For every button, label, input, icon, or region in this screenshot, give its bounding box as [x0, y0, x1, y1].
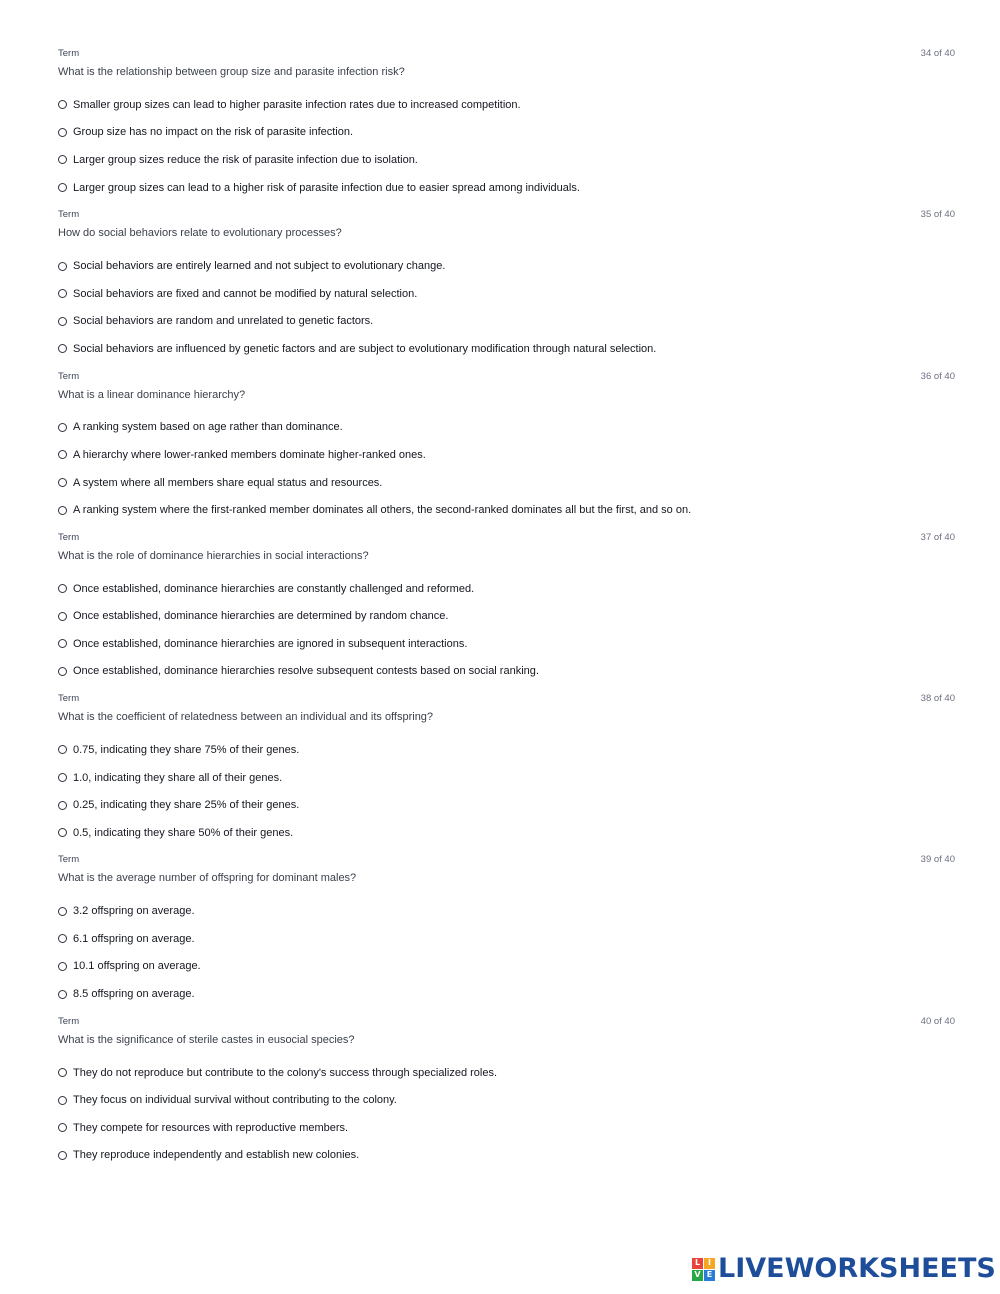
answer-option[interactable] — [58, 791, 299, 819]
answer-option-label: They compete for resources with reproductive members. — [73, 1121, 349, 1134]
term-label: Term — [58, 1015, 80, 1027]
radio-button[interactable] — [58, 506, 67, 515]
radio-button[interactable] — [58, 289, 67, 298]
answer-option-label: 6.1 offspring on average. — [73, 932, 195, 945]
radio-button[interactable] — [58, 317, 67, 326]
radio-button[interactable] — [58, 128, 67, 137]
radio-button[interactable] — [58, 828, 67, 837]
radio-button[interactable] — [58, 1068, 67, 1077]
question-counter: 39 of 40 — [920, 854, 955, 866]
answer-option[interactable] — [58, 819, 299, 847]
answer-option-label: A ranking system where the first-ranked member dominates all others, the second-ranked dominates all but the first, and so on. — [73, 504, 692, 517]
answer-option-label: 8.5 offspring on average. — [73, 988, 195, 1001]
answer-option-label: Once established, dominance hierarchies are ignored in subsequent interactions. — [73, 637, 468, 650]
radio-button[interactable] — [58, 1123, 67, 1132]
answer-option-label: Once established, dominance hierarchies are constantly challenged and reformed. — [73, 582, 475, 595]
answer-option-label: 0.25, indicating they share 25% of their genes. — [73, 799, 300, 812]
question-list — [0, 46, 1000, 1175]
question-block — [0, 852, 1000, 1013]
radio-button[interactable] — [58, 934, 67, 943]
term-label: Term — [58, 209, 80, 221]
answer-options — [58, 252, 656, 362]
question-header — [0, 530, 1000, 547]
answer-option[interactable] — [58, 630, 539, 658]
logo-letter-block: L — [692, 1258, 703, 1269]
answer-option[interactable] — [58, 335, 656, 363]
logo-mark — [692, 1258, 715, 1281]
question-header — [0, 691, 1000, 708]
answer-options — [58, 414, 691, 524]
radio-button[interactable] — [58, 584, 67, 593]
answer-option[interactable] — [58, 252, 656, 280]
answer-option-label: 3.2 offspring on average. — [73, 905, 195, 918]
logo-letter-block: E — [704, 1270, 715, 1281]
answer-options — [58, 91, 580, 201]
radio-button[interactable] — [58, 344, 67, 353]
answer-options — [58, 736, 299, 846]
question-text: What is the relationship between group size and parasite infection risk? — [58, 66, 405, 78]
radio-button[interactable] — [58, 801, 67, 810]
answer-option-label: A hierarchy where lower-ranked members dominate higher-ranked ones. — [73, 448, 426, 461]
answer-option-label: 1.0, indicating they share all of their genes. — [73, 771, 283, 784]
answer-option[interactable] — [58, 658, 539, 686]
logo-letter-block: I — [704, 1258, 715, 1269]
question-text: What is the significance of sterile castes in eusocial species? — [58, 1033, 355, 1046]
radio-button[interactable] — [58, 1096, 67, 1105]
liveworksheets-logo — [692, 1253, 996, 1284]
answer-option-label: Social behaviors are influenced by genetic factors and are subject to evolutionary modification through natural selection. — [73, 342, 657, 355]
answer-option[interactable] — [58, 280, 656, 308]
logo-letter-block: V — [692, 1270, 703, 1281]
answer-option[interactable] — [58, 575, 539, 603]
answer-options — [58, 1059, 497, 1169]
question-header — [0, 852, 1000, 869]
answer-option-label: Once established, dominance hierarchies resolve subsequent contests based on social ranking. — [73, 665, 539, 678]
answer-option[interactable] — [58, 1059, 497, 1087]
question-text: How do social behaviors relate to evolutionary processes? — [58, 227, 342, 240]
radio-button[interactable] — [58, 773, 67, 782]
radio-button[interactable] — [58, 745, 67, 754]
logo-wordmark: LIVEWORKSHEETS — [718, 1253, 996, 1284]
answer-option[interactable] — [58, 307, 656, 335]
answer-option[interactable] — [58, 764, 299, 792]
answer-option-label: Larger group sizes reduce the risk of parasite infection due to isolation. — [73, 153, 418, 166]
radio-button[interactable] — [58, 100, 67, 109]
question-block — [0, 207, 1000, 368]
answer-option-label: Larger group sizes can lead to a higher risk of parasite infection due to easier spread among individuals. — [73, 181, 580, 194]
radio-button[interactable] — [58, 907, 67, 916]
question-header — [0, 207, 1000, 224]
answer-option[interactable] — [58, 414, 691, 442]
answer-option-label: They focus on individual survival without contributing to the colony. — [73, 1094, 397, 1107]
question-text: What is the role of dominance hierarchies in social interactions? — [58, 549, 369, 562]
answer-option-label: A ranking system based on age rather than dominance. — [73, 421, 343, 434]
answer-option[interactable] — [58, 174, 580, 202]
answer-option[interactable] — [58, 1142, 497, 1170]
question-block — [0, 369, 1000, 530]
question-header — [0, 1014, 1000, 1031]
answer-option[interactable] — [58, 602, 539, 630]
answer-option[interactable] — [58, 91, 580, 119]
answer-option[interactable] — [58, 496, 691, 524]
radio-button[interactable] — [58, 450, 67, 459]
question-counter: 34 of 40 — [920, 48, 955, 59]
answer-option-label: Once established, dominance hierarchies are determined by random chance. — [73, 610, 449, 623]
radio-button[interactable] — [58, 478, 67, 487]
answer-option[interactable] — [58, 736, 299, 764]
question-counter: 35 of 40 — [920, 209, 955, 221]
question-text: What is the average number of offspring for dominant males? — [58, 872, 357, 885]
question-header — [0, 46, 1000, 63]
answer-option[interactable] — [58, 953, 201, 981]
answer-option[interactable] — [58, 441, 691, 469]
question-header — [0, 369, 1000, 386]
question-block — [0, 691, 1000, 852]
answer-option[interactable] — [58, 925, 201, 953]
term-label: Term — [58, 370, 80, 382]
answer-option-label: Group size has no impact on the risk of parasite infection. — [73, 126, 354, 139]
question-block — [0, 46, 1000, 207]
question-counter: 40 of 40 — [920, 1015, 955, 1027]
answer-option[interactable] — [58, 897, 201, 925]
radio-button[interactable] — [58, 962, 67, 971]
answer-option-label: They do not reproduce but contribute to the colony's success through specialized roles. — [73, 1066, 498, 1079]
question-block — [0, 1014, 1000, 1175]
term-label: Term — [58, 48, 80, 59]
term-label: Term — [58, 693, 80, 705]
answer-option[interactable] — [58, 146, 580, 174]
question-text: What is a linear dominance hierarchy? — [58, 388, 246, 401]
answer-options — [58, 897, 201, 1007]
answer-option[interactable] — [58, 1086, 497, 1114]
answer-option-label: 0.5, indicating they share 50% of their genes. — [73, 826, 294, 839]
answer-option-label: 0.75, indicating they share 75% of their genes. — [73, 743, 300, 756]
answer-option-label: A system where all members share equal status and resources. — [73, 476, 383, 489]
radio-button[interactable] — [58, 639, 67, 648]
answer-option-label: Social behaviors are fixed and cannot be modified by natural selection. — [73, 287, 418, 300]
radio-button[interactable] — [58, 423, 67, 432]
answer-option[interactable] — [58, 119, 580, 147]
term-label: Term — [58, 854, 80, 866]
answer-options — [58, 575, 539, 685]
answer-option-label: Social behaviors are entirely learned and not subject to evolutionary change. — [73, 260, 446, 273]
question-block — [0, 530, 1000, 691]
answer-option[interactable] — [58, 469, 691, 497]
radio-button[interactable] — [58, 183, 67, 192]
radio-button[interactable] — [58, 1151, 67, 1160]
radio-button[interactable] — [58, 612, 67, 621]
answer-option-label: 10.1 offspring on average. — [73, 960, 201, 973]
answer-option-label: They reproduce independently and establish new colonies. — [73, 1149, 360, 1162]
question-counter: 37 of 40 — [920, 531, 955, 543]
answer-option-label: Smaller group sizes can lead to higher parasite infection rates due to increased competition. — [73, 98, 521, 111]
radio-button[interactable] — [58, 990, 67, 999]
question-counter: 36 of 40 — [920, 370, 955, 382]
question-counter: 38 of 40 — [920, 693, 955, 705]
question-text: What is the coefficient of relatedness between an individual and its offspring? — [58, 711, 434, 724]
term-label: Term — [58, 531, 80, 543]
radio-button[interactable] — [58, 155, 67, 164]
answer-option-label: Social behaviors are random and unrelated to genetic factors. — [73, 315, 374, 328]
radio-button[interactable] — [58, 262, 67, 271]
answer-option[interactable] — [58, 980, 201, 1008]
answer-option[interactable] — [58, 1114, 497, 1142]
radio-button[interactable] — [58, 667, 67, 676]
